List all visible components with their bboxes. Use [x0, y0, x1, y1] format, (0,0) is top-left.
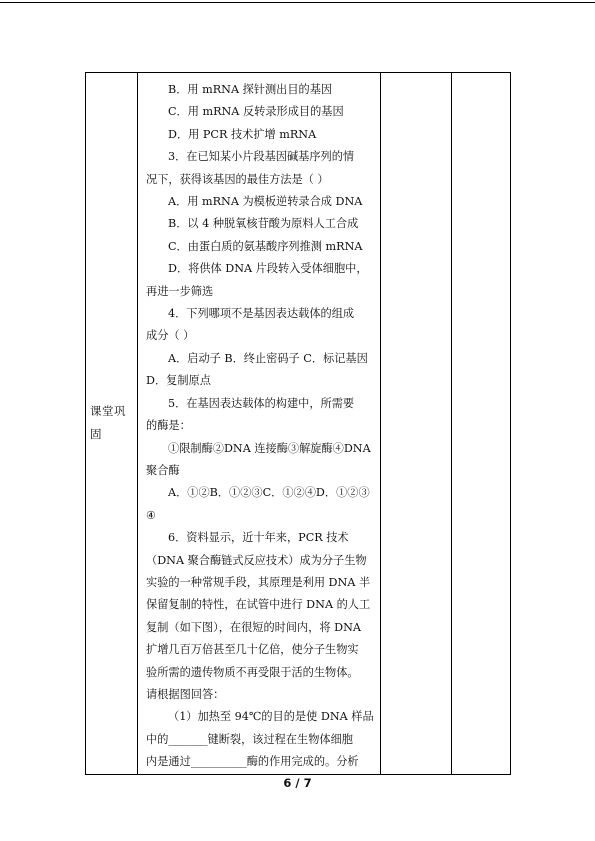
content-line: D．复制原点: [146, 374, 211, 388]
content-line: 的酶是：: [146, 419, 191, 433]
content-line: 5．在基因表达载体的构建中，所需要: [168, 396, 355, 410]
content-line: D．用 PCR 技术扩增 mRNA: [168, 127, 317, 141]
content-line: C．用 mRNA 反转录形成目的基因: [168, 105, 344, 119]
header-rule: [0, 2, 595, 3]
content-line: 复制（如下图），在很短的时间内，将 DNA: [146, 620, 361, 634]
page-number: 6 / 7: [283, 776, 312, 790]
content-line: 成分（ ）: [146, 329, 195, 343]
content-line: A．①②B．①②③C．①②④D．①②③: [168, 486, 370, 500]
content-line: 保留复制的特性，在试管中进行 DNA 的人工: [146, 598, 371, 612]
lesson-table: [85, 72, 511, 775]
content-line: 况下，获得该基因的最佳方法是（ ）: [146, 172, 329, 186]
empty-cell: [381, 73, 452, 775]
content-line: 内是通过__________酶的作用完成的。分析: [146, 755, 359, 769]
content-line: 验所需的遗传物质不再受限于活的生物体。: [146, 665, 359, 679]
content-line: ①限制酶②DNA 连接酶③解旋酶④DNA: [168, 441, 371, 455]
empty-cell: [452, 73, 511, 775]
content-line: （DNA 聚合酶链式反应技术）成为分子生物: [146, 553, 367, 567]
content-line: （1）加热至 94℃的目的是使 DNA 样品: [168, 710, 374, 724]
section-label: 课堂巩固: [86, 73, 138, 775]
content-line: 实验的一种常规手段，其原理是利用 DNA 半: [146, 575, 371, 589]
content-line: 6．资料显示，近十年来，PCR 技术: [168, 531, 349, 545]
content-line: 请根据图回答：: [146, 687, 225, 701]
content-line: A．启动子 B．终止密码子 C．标记基因: [168, 351, 368, 365]
content-cell: [138, 73, 381, 775]
content-line: 4．下列哪项不是基因表达载体的组成: [168, 307, 355, 321]
content-line: B．用 mRNA 探针测出目的基因: [168, 83, 333, 96]
content-line: B．以 4 种脱氧核苷酸为原料人工合成: [168, 217, 359, 231]
content-line: A．用 mRNA 为模板逆转录合成 DNA: [168, 195, 363, 209]
content-line: 再进一步筛选: [146, 284, 214, 298]
content-line: 聚合酶: [146, 463, 180, 477]
content-line: ④: [146, 508, 157, 522]
table-row: [86, 73, 511, 775]
content-line: 中的_______键断裂，该过程在生物体细胞: [146, 732, 353, 746]
content-line: D．将供体 DNA 片段转入受体细胞中，: [168, 262, 368, 276]
content-line: 扩增几百万倍甚至几十亿倍，使分子生物实: [146, 643, 359, 657]
content-line: 3．在已知某小片段基因碱基序列的情: [168, 150, 355, 164]
content-line: C．由蛋白质的氨基酸序列推测 mRNA: [168, 239, 363, 253]
